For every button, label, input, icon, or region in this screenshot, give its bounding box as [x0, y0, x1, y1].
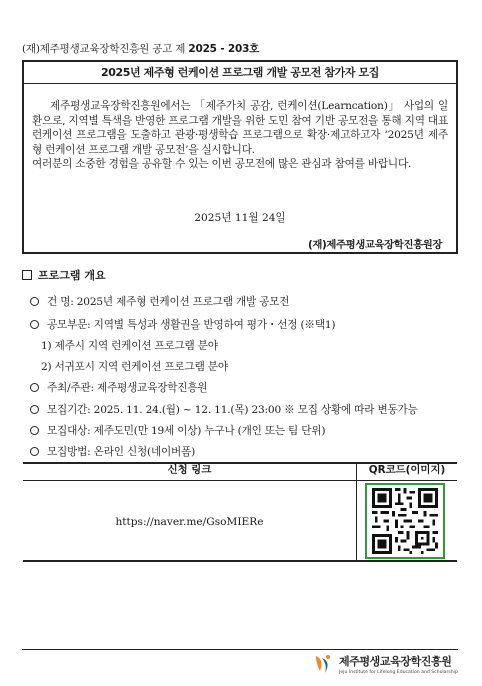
circle-bullet-icon: [30, 405, 39, 414]
category-option-jeju: 1) 제주시 지역 런케이션 프로그램 분야: [41, 340, 218, 352]
announcement-box: [22, 60, 458, 254]
table-bottom-rule: [23, 560, 457, 562]
invite-paragraph: 여러분의 소중한 경험을 공유할 수 있는 이번 공모전에 많은 관심과 참여를 바랍니다.: [32, 158, 412, 171]
category-option-seogwipo: 2) 서귀포시 지역 런케이션 프로그램 분야: [41, 361, 228, 373]
org-name-english: Jeju Institute for Lifelong Education and Scholarship: [339, 670, 458, 675]
overview-item-host: 주최/주관: 제주평생교육장학진흥원: [30, 380, 207, 395]
intro-paragraph: 제주평생교육장학진흥원에서는 「제주가치 공감, 런케이션(Learncation)」 사업의 일환으로, 지역별 특색을 반영한 프로그램 개발을 위한 도민 참여 기반 공모전을 통해 지역 대표 런케이션 프로그램을 도출하고 관광·평생학습 프로그램으로 확장·제고하고자 ‘2025년 제주형 런케이션 프로그램 개발 공모전’을 실시합니다.: [32, 100, 448, 156]
overview-item-title: 건 명: 2025년 제주형 런케이션 프로그램 개발 공모전: [30, 294, 289, 309]
qr-column-header: QR코드(이미지): [368, 464, 446, 476]
org-logo: [312, 653, 458, 675]
overview-item-target: 모집대상: 제주도민(만 19세 이상) 누구나 (개인 또는 팀 단위): [30, 423, 325, 438]
org-name-korean: 제주평생교육장학진흥원: [339, 655, 452, 668]
circle-bullet-icon: [30, 297, 39, 306]
square-bullet-icon: [22, 270, 32, 280]
overview-item-category: 공모부문: 지역별 특성과 생활권을 반영하여 평가・선정 (※택1): [30, 317, 335, 332]
overview-item-method: 모집방법: 온라인 신청(네이버폼): [30, 444, 195, 459]
application-link[interactable]: https://naver.me/GsoMIERe: [115, 516, 264, 528]
qr-code-image[interactable]: [365, 483, 445, 559]
section-heading: 프로그램 개요: [22, 267, 106, 283]
circle-bullet-icon: [30, 320, 39, 329]
circle-bullet-icon: [30, 426, 39, 435]
announcement-body: [32, 99, 448, 172]
notice-number: (재)제주평생교육장학진흥원 공고 제 2025 - 203호: [22, 43, 260, 55]
table-header-rule: [23, 480, 457, 481]
application-table: [23, 462, 457, 562]
link-column-header: 신청 링크: [167, 464, 212, 476]
overview-item-period: 모집기간: 2025. 11. 24.(월) ~ 12. 11.(목) 23:00 ※ 모집 상황에 따라 변동가능: [30, 402, 418, 417]
circle-bullet-icon: [30, 447, 39, 456]
org-logo-icon: [312, 653, 334, 675]
announcement-date: 2025년 11월 24일: [194, 212, 286, 224]
circle-bullet-icon: [30, 383, 39, 392]
announcement-signature: (재)제주평생교육장학진흥원장: [308, 239, 442, 251]
qr-code-icon: [367, 485, 443, 557]
announcement-title: 2025년 제주형 런케이션 프로그램 개발 공모전 참가자 모집: [24, 63, 456, 84]
footer-rule: [22, 649, 458, 650]
